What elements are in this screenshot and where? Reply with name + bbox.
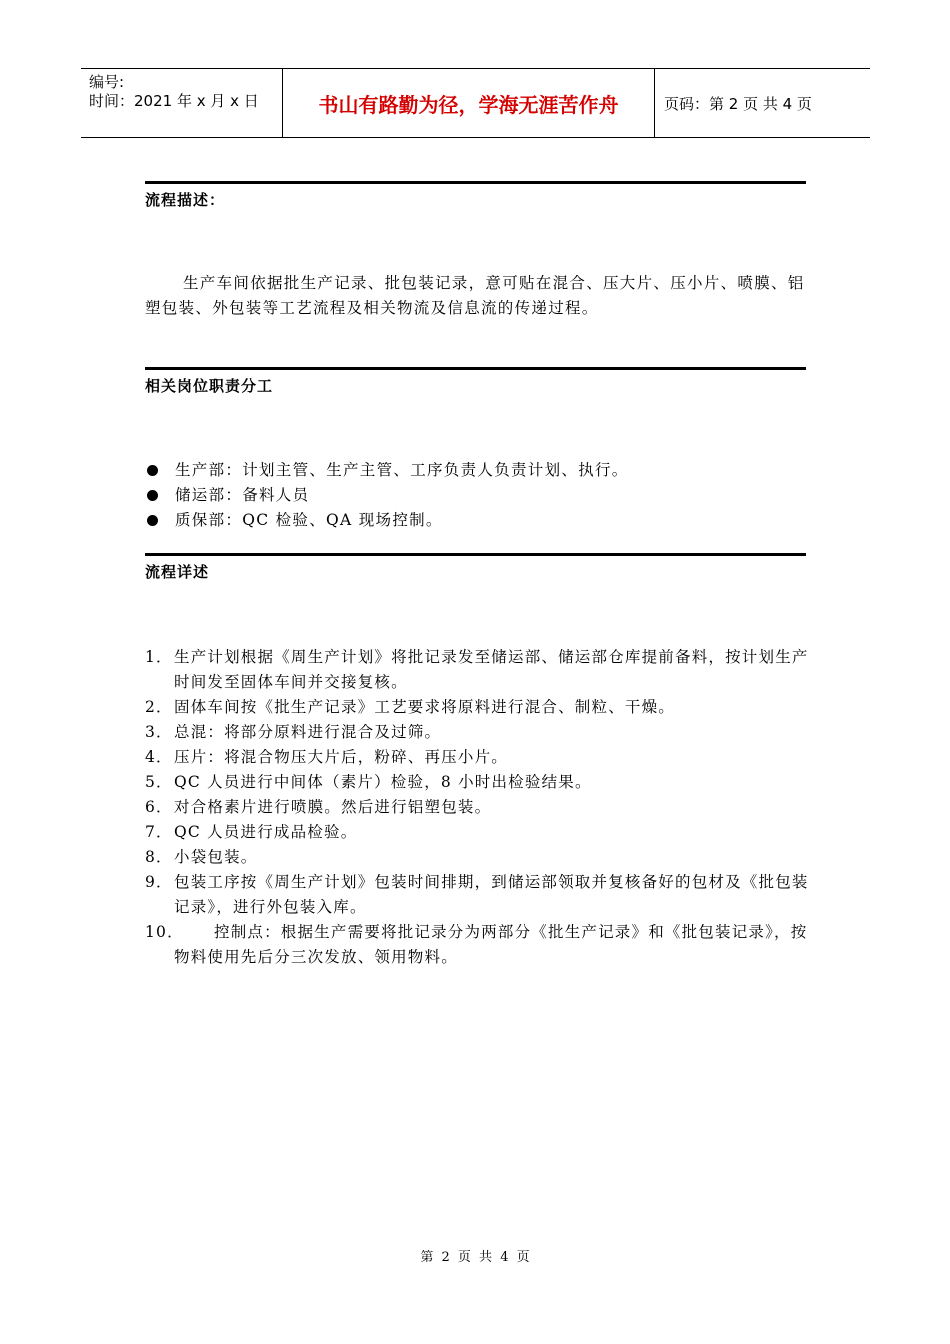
list-item: 7． QC 人员进行成品检验。 <box>145 823 358 841</box>
list-item: 生产部：计划主管、生产主管、工序负责人负责计划、执行。 <box>145 458 629 483</box>
section-title-duties: 相关岗位职责分工 <box>145 377 274 395</box>
date-label: 时间：2021 年 x 月 x 日 <box>89 92 259 110</box>
list-item: 6． 对合格素片进行喷膜。然后进行铝塑包装。 <box>145 798 492 816</box>
number-label: 编号: <box>89 73 125 91</box>
section-title-description: 流程描述： <box>145 191 226 209</box>
bullet-icon <box>147 515 158 526</box>
page-header <box>81 68 870 138</box>
list-item: 5． QC 人员进行中间体（素片）检验，8 小时出检验结果。 <box>145 773 592 791</box>
header-motto: 书山有路勤为径，学海无涯苦作舟 <box>282 69 655 137</box>
list-item: 储运部：备料人员 <box>145 483 629 508</box>
list-item: 3． 总混：将部分原料进行混合及过筛。 <box>145 723 442 741</box>
section-divider <box>145 553 806 556</box>
bullet-icon <box>147 465 158 476</box>
header-meta <box>81 69 282 137</box>
section-title-details: 流程详述 <box>145 563 210 581</box>
header-page-label: 页码：第 2 页 共 4 页 <box>664 94 812 113</box>
list-item: 质保部：QC 检验、QA 现场控制。 <box>145 508 629 533</box>
list-item: 8． 小袋包装。 <box>145 848 258 866</box>
page-footer: 第 2 页 共 4 页 <box>420 1250 530 1265</box>
bullet-icon <box>147 490 158 501</box>
list-item: 9． 包装工序按《周生产计划》包装时间排期，到储运部领取并复核备好的包材及《批包装记录》，进行外包装入库。 <box>145 873 809 916</box>
list-item: 10． 控制点：根据生产需要将批记录分为两部分《批生产记录》和《批包装记录》，按物料使用先后分三次发放、领用物料。 <box>145 923 808 966</box>
section-divider <box>145 367 806 370</box>
steps-list <box>145 645 815 970</box>
list-item: 4． 压片：将混合物压大片后，粉碎、再压小片。 <box>145 748 509 766</box>
duties-list <box>145 458 629 533</box>
description-paragraph: 生产车间依据批生产记录、批包装记录，意可贴在混合、压大片、压小片、喷膜、铝塑包装、外包装等工艺流程及相关物流及信息流的传递过程。 <box>145 274 805 317</box>
section-divider <box>145 181 806 184</box>
list-item: 1． 生产计划根据《周生产计划》将批记录发至储运部、储运部仓库提前备料，按计划生产时间发至固体车间并交接复核。 <box>145 648 809 691</box>
list-item: 2． 固体车间按《批生产记录》工艺要求将原料进行混合、制粒、干燥。 <box>145 698 676 716</box>
